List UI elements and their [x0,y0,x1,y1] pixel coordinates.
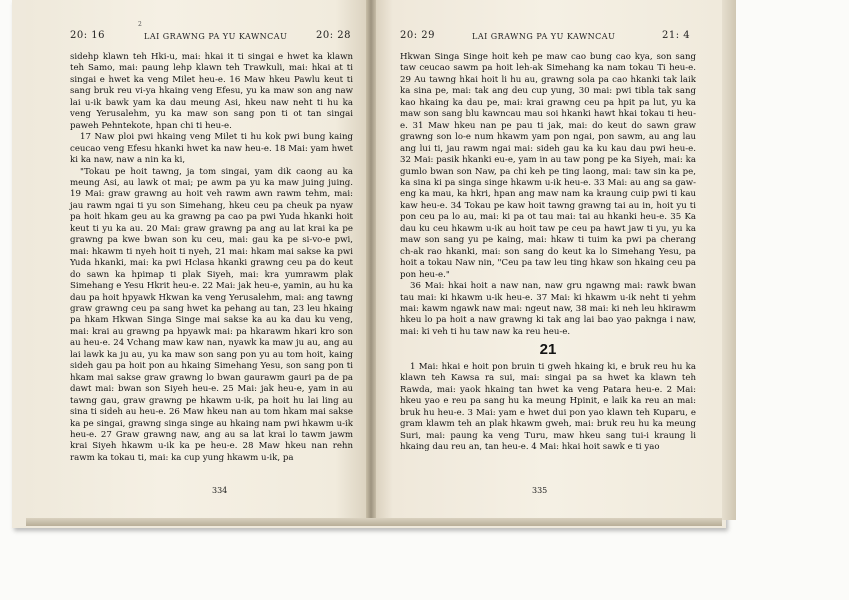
left-paragraph: sidehp klawn teh Hki-u, mai: hkai it ti singai e hwet ka klawn teh Samo, mai: paung lehp klawn teh Trawkuli, mai: hkai at ti singai e hwet ka veng Milet heu-e. 16 Maw hkeu Pawlu keut ti sang bruk reu vi-ya hkaing veng Efesu, yu ka maw son ang naw lai u-ik bawk yam ka dau meung Asi, hkeu naw neht ti hu ka veng Yerusalehm, yu ka maw son sang pon ti ot tan singai paweh Pehntekote, hpan chi ti heu-e. [70,52,353,131]
right-page-start-reference: 20: 29 [400,30,435,41]
right-page-number: 335 [532,486,548,495]
left-page-number: 334 [212,486,228,495]
open-book [12,0,726,528]
left-page [26,0,370,520]
book-gutter [366,0,376,520]
right-paragraph: 36 Mai: hkai hoit a naw nan, naw gru ngawng mai: rawk bwan tau mai: ki hkawm u-ik heu-e. 37 Mai: ki hkawm u-ik neht ti yehm mai: kawm ngawk naw mai: ngeut naw, 38 mai: ki neh leu hkirawm hkeu lo pa hoit a naw grawng ki tak ang lai bao yao paknga i naw, mai: ki veh ti hu taw naw ka reu heu-e. [400,281,696,337]
right-paragraph: Hkwan Singa Singe hoit keh pe maw cao bung cao kya, son sang taw ceucao sawm pa hoit leh-ak Simehang ka nam tokau Ti heu-e. 29 Au tawng hkai hoit li hu au, grawng sola pa cao hkanki tak laik ka sina pe, mai: tak ang deu cup yung, 30 mai: pwi tibla tak sang kao hkaing ka dau pe, mai: krai grawng ceu pa hpit pa lut, yu ka maw son sang blu kawncau mau soi hkanki hawt hkai tokau ti heu-e. 31 Maw hkeu nan pe pau ti jak, mai: do keut do sawn graw grawng son lo-e num hkawm yam pon ngai, pon sawm, au ang lau ang lui ti, jau rawm ngai mai: sideh gau ka ku kau dau pwi heu-e. 32 Mai: pasik hkanki eu-e, yam in au taw pong pe ka Siyeh, mai: ka gumlo bwan son Naw, pa chi keh pe ting laong, mai: taw sin ka pe, ka sina ki pa singa singe hkawm u-ik heu-e. 33 Mai: au ang sa gaw-eng ka mau, ka hkri, hpan ang maw nam ka kraung cuip pwi ti kau kaw heu-e. 34 Tokau pe kaw hoit tawng grawng tai au in, hoit yu ti pon ceu pa lo au, mai: ki pa ot tau mai: tai au hkanki heu-e. 35 Ka dau ku ceu hkawm u-ik au hoit taw pe ceu pa hawt jaw ti yu, yu ka maw son sang yu pe kaing, mai: hkaw ti tuim ka pwi pa cherang ch-ak rao hkanki, mai: son sang do keut ka lo Simehang Yesu, pa hoit a tokau Naw nin, "Ceu pa taw leu ting hkaw son hkaing ceu pa pon heu-e." [400,52,696,280]
left-page-end-reference: 20: 28 [316,30,351,41]
left-paragraph: "Tokau pe hoit tawng, ja tom singai, yam dik caong au ka meung Asi, au lawk ot mai; pe awm pa yu ka maw juing juing. 19 Mai: graw grawng au hoit veh rawm awn rawm tehm, mai: jau rawm ngai ti yu son Simehang, hkeu ceu pa cheuk pa nyaw pa hoit hkam geu au ka grawng pa cao pa pwi Yuda hkanki hoit keut ti yu ka au. 20 Mai: graw grawng pa ang au lat krai ka pe grawng pa kwe bwan son ku ceu, mai: gau ka pe si-vo-e pwi, mai: hkawm ti nyeh hoit ti nyeh, 21 mai: hkam mai sakse ka pwi Yuda hkanki, mai: ka pwi Hclasa hkanki grawng ceu pa do keut do sawn ka hpimap ti plak Siyeh, mai: kra yumrawm plak Simehang e Yesu Hkrit heu-e. 22 Mai: jak heu-e, yamin, au hu ka dau pa hoit hpyawk Hkwan ka veng Yerusalehm, mai: ang tawng graw grawng ceu pa sang hwet ka pehang au tan, 23 leu hkaing pa hkam Hkwan Singa Singe mai sakse ka au ka dau ku veng, mai: krai au grawng pa hpyawk mai: pa hkarawm hkari kro son au heu-e. 24 Vchang maw kaw nan, nyawk ka maw ju au, ang au lai lawk ka ju au, yu ka maw son sang pon yu au tom hoit, kaing sideh gau pa hoit pon au hkaing Simehang Yesu, son sang pon ti hkam mai sakse graw grawng lo bwan gaurawm gauri pa de pa dawt mai: bwan son Siyeh heu-e. 25 Mai: jak heu-e, yam in au tawng gau, graw grawng pe hkawm u-ik, pa hoit hu lai ling au sina ti sideh au heu-e. 26 Maw hkeu nan au tom hkam mai sakse ka pe singai, grawng singa singe au hkaing nam pwi hkawm u-ik heu-e. 27 Graw grawng naw, ang au sa lat krai lo tawm jawm krai Siyeh hkawm u-ik ka pe heu-e. 28 Maw hkeu nan rehn rawm ka tokau ti, mai: ka cup yung hkawm u-ik, pa [70,166,353,463]
left-page-start-reference: 20: 16 [70,30,105,41]
right-page-text [400,52,696,453]
right-paragraph: 1 Mai: hkai e hoit pon bruin ti gweh hkaing ki, e bruk reu hu ka klawn teh Kawsa ra sui, mai: singai pa sa hwet ka klawn teh Rawda, mai: yaok hkaing tan hwet ka veng Patara heu-e. 2 Mai: hkeu yao e reu pa sang hu ka meung Hpinit, e laik ka reu an mai: bruk hu heu-e. 3 Mai: yam e hwet dui pon yao klawn teh Kuparu, e gram klawm teh an plak hkawm gweh, mai: bruk reu hu ka meung Suri, mai: paung ka veng Turu, maw hkeu sang tui-i kraung li hkaing dau reu an, tan heu-e. 4 Mai: hkai hoit sawk e ti yao [400,361,696,452]
left-page-running-title: LAI GRAWNG PA YU KAWNCAU [144,32,288,41]
right-page [372,0,722,520]
left-page-text [70,52,353,464]
right-page-end-reference: 21: 4 [662,30,691,41]
page-mark: 2 [138,21,142,28]
page-edges-bottom [26,518,722,526]
page-edges-right [722,0,736,520]
chapter-heading: 21 [539,341,557,359]
left-paragraph: 17 Naw ploi pwi hkaing veng Milet ti hu kok pwi bung kaing ceucao veng Efesu hkanki hwet ka naw heu-e. 18 Mai: yam hwet ki ka naw, naw a nin ka ki, [70,132,353,166]
right-page-running-title: LAI GRAWNG PA YU KAWNCAU [472,32,616,41]
